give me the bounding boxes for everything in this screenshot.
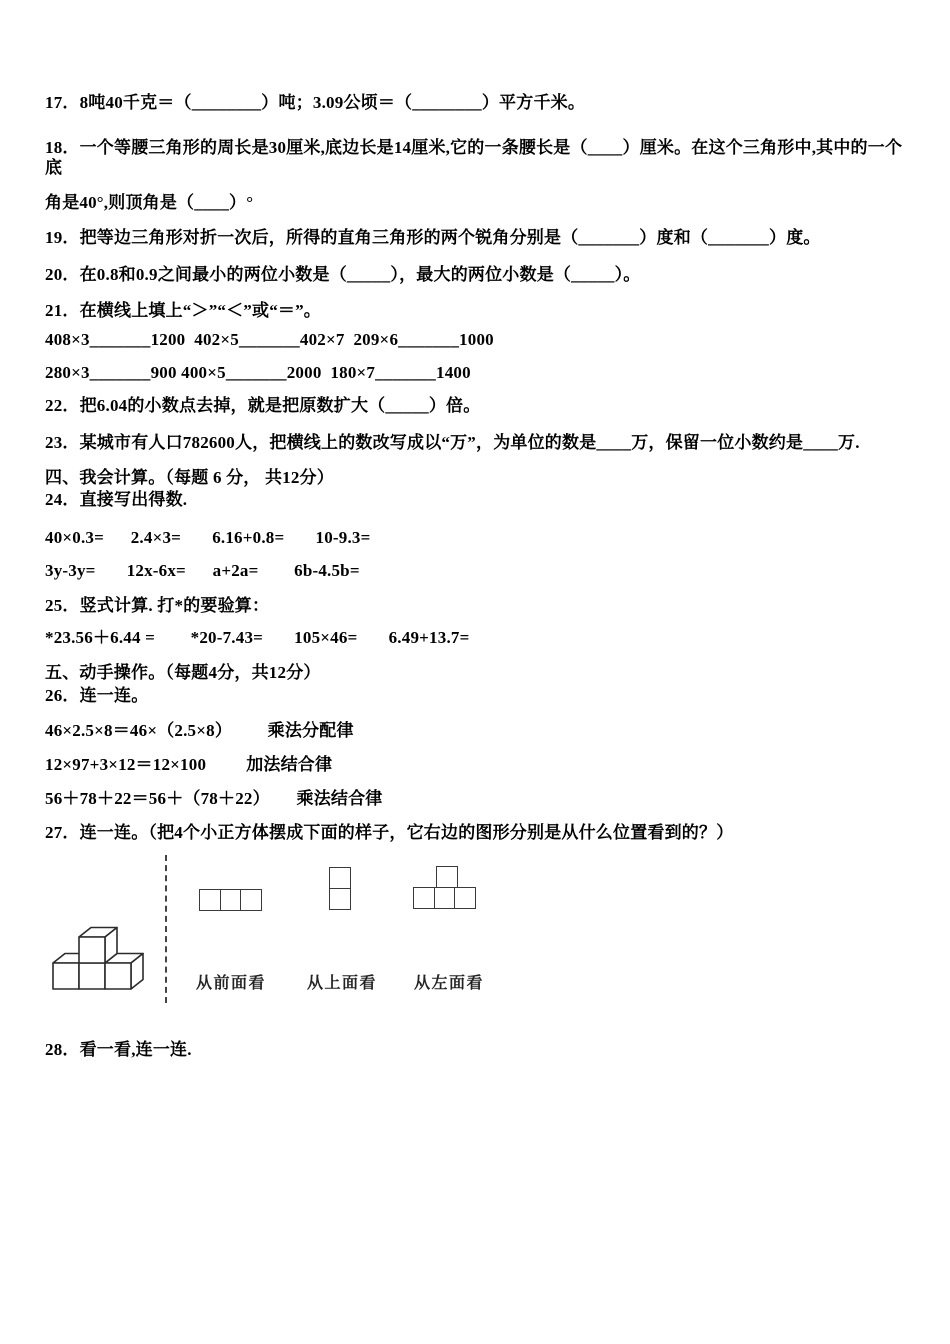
dashed-divider-line	[165, 855, 167, 1003]
left-view-square-bottom-3	[454, 887, 476, 909]
section-4-heading: 四、我会计算。（每题 6 分， 共12分）	[45, 468, 334, 487]
question-26-match-row-1: 46×2.5×8＝46×（2.5×8） 乘法分配律	[45, 721, 354, 740]
top-view-square-2	[329, 888, 351, 910]
front-view-square-3	[240, 889, 262, 911]
question-17-text: 17．8吨40千克＝（________）吨；3.09公顷＝（________）平方千米。	[45, 93, 586, 112]
question-18-text-line1: 18．一个等腰三角形的周长是30厘米,底边长是14厘米,它的一条腰长是（____）厘米。在这个三角形中,其中的一个底	[45, 138, 903, 177]
cube-views-figure	[45, 853, 910, 1010]
question-24-calc-row-2: 3y-3y= 12x-6x= a+2a= 6b-4.5b=	[45, 561, 360, 580]
top-view-square-1	[329, 867, 351, 889]
left-view-square-top	[436, 866, 458, 888]
front-view-square-1	[199, 889, 221, 911]
question-24-text: 24．直接写出得数.	[45, 490, 188, 509]
question-25-text: 25．竖式计算. 打*的要验算：	[45, 596, 270, 615]
left-view-square-bottom-2	[434, 887, 456, 909]
question-27-text: 27．连一连。（把4个小正方体摆成下面的样子，它右边的图形分别是从什么位置看到的？）	[45, 823, 734, 842]
question-22-text: 22．把6.04的小数点去掉，就是把原数扩大（_____）倍。	[45, 396, 481, 415]
question-26-match-row-3: 56＋78＋22＝56＋（78＋22） 乘法结合律	[45, 789, 383, 808]
question-24-calc-row-1: 40×0.3= 2.4×3= 6.16+0.8= 10-9.3=	[45, 528, 371, 547]
question-26-match-row-2: 12×97+3×12＝12×100 加法结合律	[45, 755, 333, 774]
question-21-text: 21．在横线上填上“＞”“＜”或“＝”。	[45, 301, 321, 320]
question-25-calc-row: *23.56＋6.44 = *20-7.43= 105×46= 6.49+13.7=	[45, 628, 470, 647]
question-19-text: 19．把等边三角形对折一次后，所得的直角三角形的两个锐角分别是（_______）度和（_______）度。	[45, 228, 821, 247]
question-21-comparison-row-2: 280×3_______900 400×5_______2000 180×7_______1400	[45, 363, 471, 382]
question-28-text: 28．看一看,连一连.	[45, 1040, 192, 1059]
question-18-text-line2: 角是40°,则顶角是（____）°	[45, 193, 254, 212]
top-view-label: 从上面看	[306, 975, 378, 992]
front-view-label: 从前面看	[195, 975, 267, 992]
front-view-square-2	[220, 889, 242, 911]
left-view-square-bottom-1	[413, 887, 435, 909]
question-26-text: 26．连一连。	[45, 686, 149, 705]
cube-arrangement-3d-drawing	[45, 905, 155, 995]
section-5-heading: 五、动手操作。（每题4分，共12分）	[45, 663, 321, 682]
question-20-text: 20．在0.8和0.9之间最小的两位小数是（_____），最大的两位小数是（_____）。	[45, 265, 641, 284]
left-view-label: 从左面看	[413, 975, 485, 992]
question-23-text: 23．某城市有人口782600人，把横线上的数改写成以“万”，为单位的数是____万，保留一位小数约是____万.	[45, 433, 860, 452]
question-21-comparison-row-1: 408×3_______1200 402×5_______402×7 209×6_______1000	[45, 330, 494, 349]
